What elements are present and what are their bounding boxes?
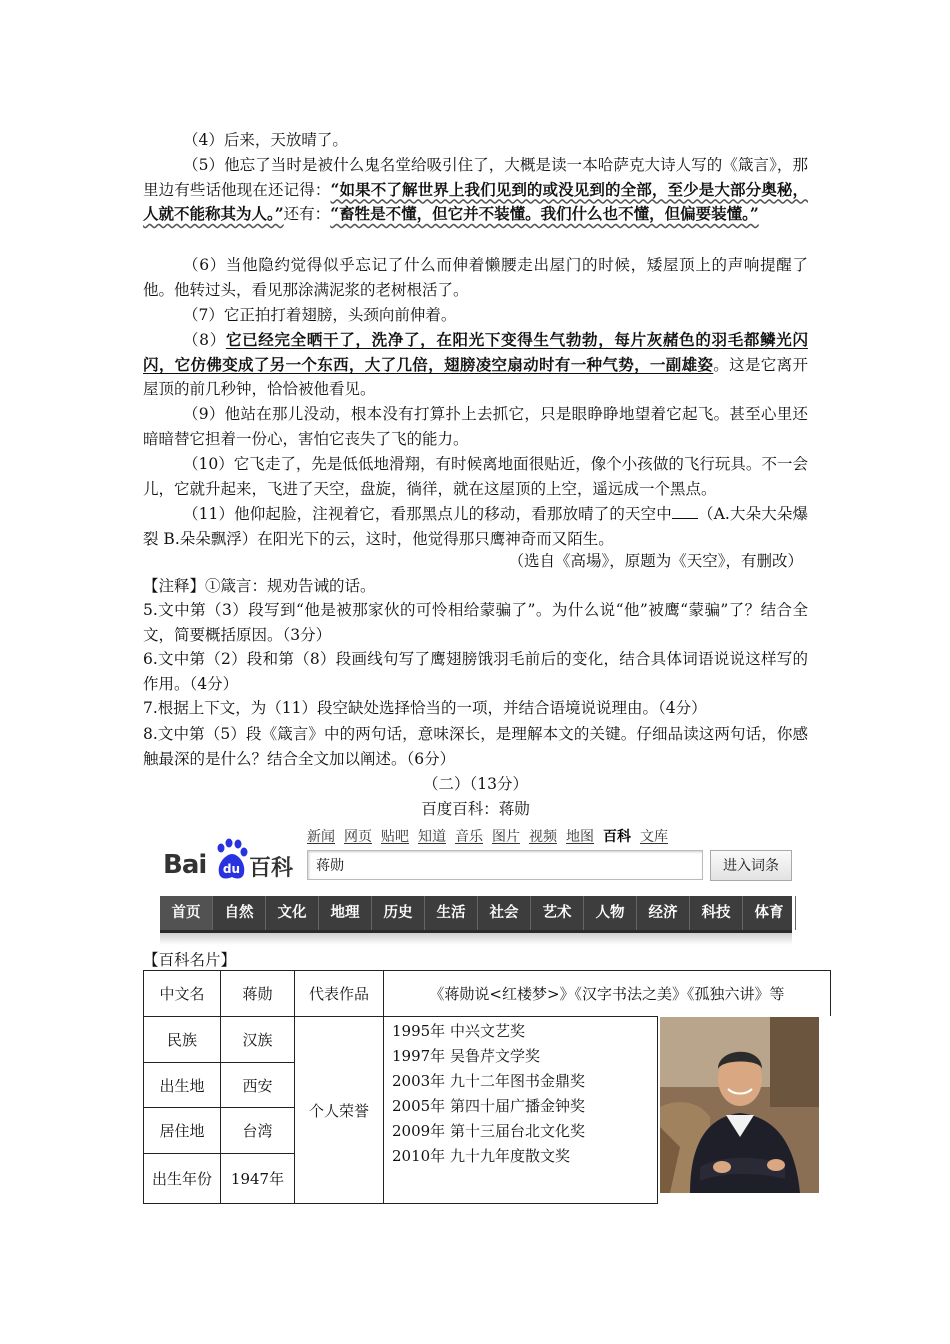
baidu-nav — [307, 826, 677, 846]
honor-item: 1997年 吴鲁芹文学奖 — [392, 1047, 540, 1065]
label-residence: 居住地 — [144, 1108, 221, 1154]
nav-music[interactable]: 音乐 — [455, 829, 483, 845]
table-bottom-border — [381, 1203, 658, 1204]
nav-zhidao[interactable]: 知道 — [418, 829, 446, 845]
value-works: 《蒋勋说<红楼梦>》《汉字书法之美》《孤独六讲》等 — [384, 971, 831, 1017]
label-birthplace: 出生地 — [144, 1063, 221, 1108]
honor-item: 2009年 第十三届台北文化奖 — [392, 1122, 585, 1140]
paragraph-6: （6）当他隐约觉得似乎忘记了什么而伸着懒腰走出屋门的时候，矮屋顶上的声响提醒了他。他转过头，看见那涂满泥浆的老树根活了。 — [143, 256, 808, 299]
enter-entry-button[interactable]: 进入词条 — [710, 850, 792, 881]
category-economy[interactable]: 经济 — [637, 896, 690, 930]
honor-item: 2005年 第四十届广播金钟奖 — [392, 1097, 585, 1115]
category-home[interactable]: 首页 — [160, 896, 213, 930]
honor-item: 1995年 中兴文艺奖 — [392, 1022, 525, 1040]
paw-icon — [213, 838, 249, 882]
quote-1: “如果不了解世界上我们见到的或没见到的全部，至少是大部分奥秘，人就不能称其为人。” — [143, 179, 808, 223]
logo-text-bai: Bai — [163, 850, 207, 880]
nav-images[interactable]: 图片 — [492, 829, 520, 845]
nav-web[interactable]: 网页 — [344, 829, 372, 845]
label-chinese-name: 中文名 — [144, 971, 221, 1017]
label-birth-year: 出生年份 — [144, 1154, 221, 1204]
underlined-sentence: 它已经完全晒干了，洗净了，在阳光下变得生气勃勃，每片灰赭色的羽毛都鳞光闪闪，它仿佛变成了另一个东西，大了几倍，翅膀凌空扇动时有一种气势，一副雄姿 — [143, 330, 808, 374]
value-chinese-name: 蒋勋 — [221, 971, 295, 1017]
question-5: 5.文中第（3）段写到“他是被那家伙的可怜相给蒙骗了”。为什么说“他”被鹰“蒙骗”了？结合全文，简要概括原因。（3分） — [143, 601, 808, 644]
search-input[interactable]: 蒋勋 — [307, 850, 703, 880]
nav-wenku[interactable]: 文库 — [640, 829, 668, 845]
value-birthplace: 西安 — [221, 1063, 295, 1108]
nav-tieba[interactable]: 贴吧 — [381, 829, 409, 845]
paragraph-11 — [143, 502, 808, 551]
section-subheading: 百度百科：蒋勋 — [421, 800, 530, 818]
category-tech[interactable]: 科技 — [690, 896, 743, 930]
paragraph-11-text: （11）他仰起脸，注视着它，看那黑点儿的移动，看那放晴了的天空中 — [183, 505, 672, 523]
category-culture[interactable]: 文化 — [266, 896, 319, 930]
category-people[interactable]: 人物 — [584, 896, 637, 930]
portrait-photo — [660, 1017, 819, 1193]
question-6: 6.文中第（2）段和第（8）段画线句写了鹰翅膀饿羽毛前后的变化，结合具体词语说说这样写的作用。（4分） — [143, 650, 808, 693]
category-history[interactable]: 历史 — [372, 896, 425, 930]
question-8: 8.文中第（5）段《箴言》中的两句话，意味深长，是理解本文的关键。仔细品读这两句话，你感触最深的是什么？结合全文加以阐述。（6分） — [143, 725, 808, 768]
nav-baike[interactable]: 百科 — [603, 829, 631, 845]
logo-text-du: du — [222, 862, 241, 876]
paragraph-8-number: （8） — [183, 331, 226, 349]
paragraph-10: （10）它飞走了，先是低低地滑翔，有时候离地面很贴近，像个小孩做的飞行玩具。不一会儿，它就升起来，飞进了天空，盘旋，徜徉，就在这屋顶的上空，遥远成一个黑点。 — [143, 455, 808, 498]
question-7: 7.根据上下文，为（11）段空缺处选择恰当的一项，并结合语境说说理由。（4分） — [143, 699, 707, 717]
honor-item: 2010年 九十九年度散文奖 — [392, 1147, 570, 1165]
label-ethnicity: 民族 — [144, 1017, 221, 1063]
paragraph-8-text: 。这是它离开屋顶的前几秒钟，恰恰被他看见。 — [143, 355, 808, 398]
category-bar — [160, 896, 792, 933]
honor-item: 2003年 九十二年图书金鼎奖 — [392, 1072, 585, 1090]
source-citation: （选自《高場》，原题为《天空》，有删改） — [508, 552, 803, 570]
nav-news[interactable]: 新闻 — [307, 829, 335, 845]
value-birth-year: 1947年 — [221, 1154, 295, 1204]
table-right-border — [657, 1016, 658, 1204]
nav-map[interactable]: 地图 — [566, 829, 594, 845]
answer-blank — [672, 504, 698, 519]
paragraph-8 — [143, 328, 808, 402]
paragraph-7: （7）它正拍打着翅膀，头颈向前伸着。 — [183, 306, 457, 324]
card-title: 【百科名片】 — [143, 951, 237, 969]
label-honors: 个人荣誉 — [295, 1017, 384, 1204]
annotation-note: 【注释】①箴言：规劝告诫的话。 — [143, 577, 376, 595]
paragraph-11-text-2: （A.大朵大朵爆裂 B.朵朵飘浮）在阳光下的云，这时，他觉得那只鹰神奇而又陌生。 — [143, 505, 808, 548]
nav-video[interactable]: 视频 — [529, 829, 557, 845]
category-art[interactable]: 艺术 — [531, 896, 584, 930]
baidu-baike-header — [160, 822, 792, 944]
category-bar-shadow — [160, 933, 792, 945]
paragraph-5 — [143, 153, 808, 227]
paragraph-5-text: （5）他忘了当时是被什么鬼名堂给吸引住了，大概是读一本哈萨克大诗人写的《箴言》，那里边有些话他现在还记得： — [143, 156, 808, 199]
value-residence: 台湾 — [221, 1108, 295, 1154]
value-ethnicity: 汉族 — [221, 1017, 295, 1063]
category-life[interactable]: 生活 — [425, 896, 478, 930]
quote-2: “畜牲是不懂，但它并不装懂。我们什么也不懂，但偏要装懂。” — [330, 204, 759, 223]
paragraph-5-text-2: 还有： — [283, 205, 331, 223]
paragraph-4: （4）后来，天放晴了。 — [183, 131, 348, 149]
category-society[interactable]: 社会 — [478, 896, 531, 930]
paragraph-9: （9）他站在那儿没动，根本没有打算扑上去抓它，只是眼睁睁地望着它起飞。甚至心里还暗暗替它担着一份心，害怕它丧失了飞的能力。 — [143, 405, 808, 448]
category-nature[interactable]: 自然 — [213, 896, 266, 930]
logo-text-baike: 百科 — [249, 856, 294, 881]
category-geography[interactable]: 地理 — [319, 896, 372, 930]
label-works: 代表作品 — [295, 971, 384, 1017]
baidu-logo[interactable] — [163, 838, 298, 884]
section-heading: （二）（13分） — [423, 775, 528, 793]
category-sports[interactable]: 体育 — [743, 896, 796, 930]
